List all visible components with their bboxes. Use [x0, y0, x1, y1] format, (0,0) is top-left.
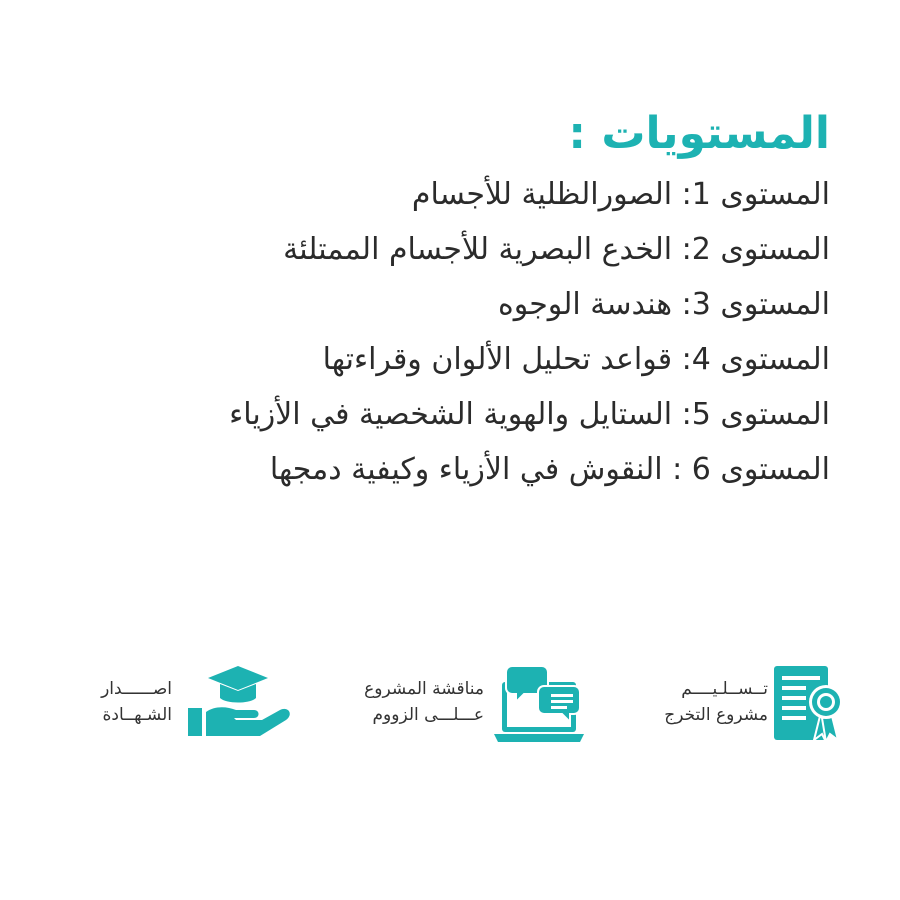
laptop-chat-icon [492, 662, 586, 746]
feature-text [664, 676, 768, 728]
feature-line: تــســلـيــــم [681, 679, 768, 699]
page-title: المستويات : [568, 108, 830, 159]
feature-certificate-issuance [60, 658, 290, 748]
feature-text [364, 676, 484, 728]
level-item: المستوى 1: الصورالظلية للأجسام [411, 177, 830, 212]
feature-line: عـــلـــى الزووم [372, 705, 484, 725]
feature-zoom-discussion [318, 658, 586, 748]
levels-list [229, 167, 830, 497]
feature-line: الشـهــادة [102, 705, 172, 725]
level-item: المستوى 5: الستايل والهوية الشخصية في الأزياء [229, 397, 830, 432]
feature-project-delivery [628, 658, 858, 748]
feature-line: اصــــــدار [101, 679, 172, 699]
level-item: المستوى 4: قواعد تحليل الألوان وقراءتها [322, 342, 830, 377]
feature-line: مناقشة المشروع [364, 679, 484, 699]
certificate-document-icon [770, 664, 850, 744]
level-item: المستوى 3: هندسة الوجوه [497, 287, 830, 322]
level-item: المستوى 6 : النقوش في الأزياء وكيفية دمجها [269, 452, 830, 487]
feature-line: مشروع التخرج [664, 705, 768, 725]
level-item: المستوى 2: الخدع البصرية للأجسام الممتلئة [283, 232, 830, 267]
feature-text [101, 676, 172, 728]
graduation-hand-icon [186, 664, 290, 744]
